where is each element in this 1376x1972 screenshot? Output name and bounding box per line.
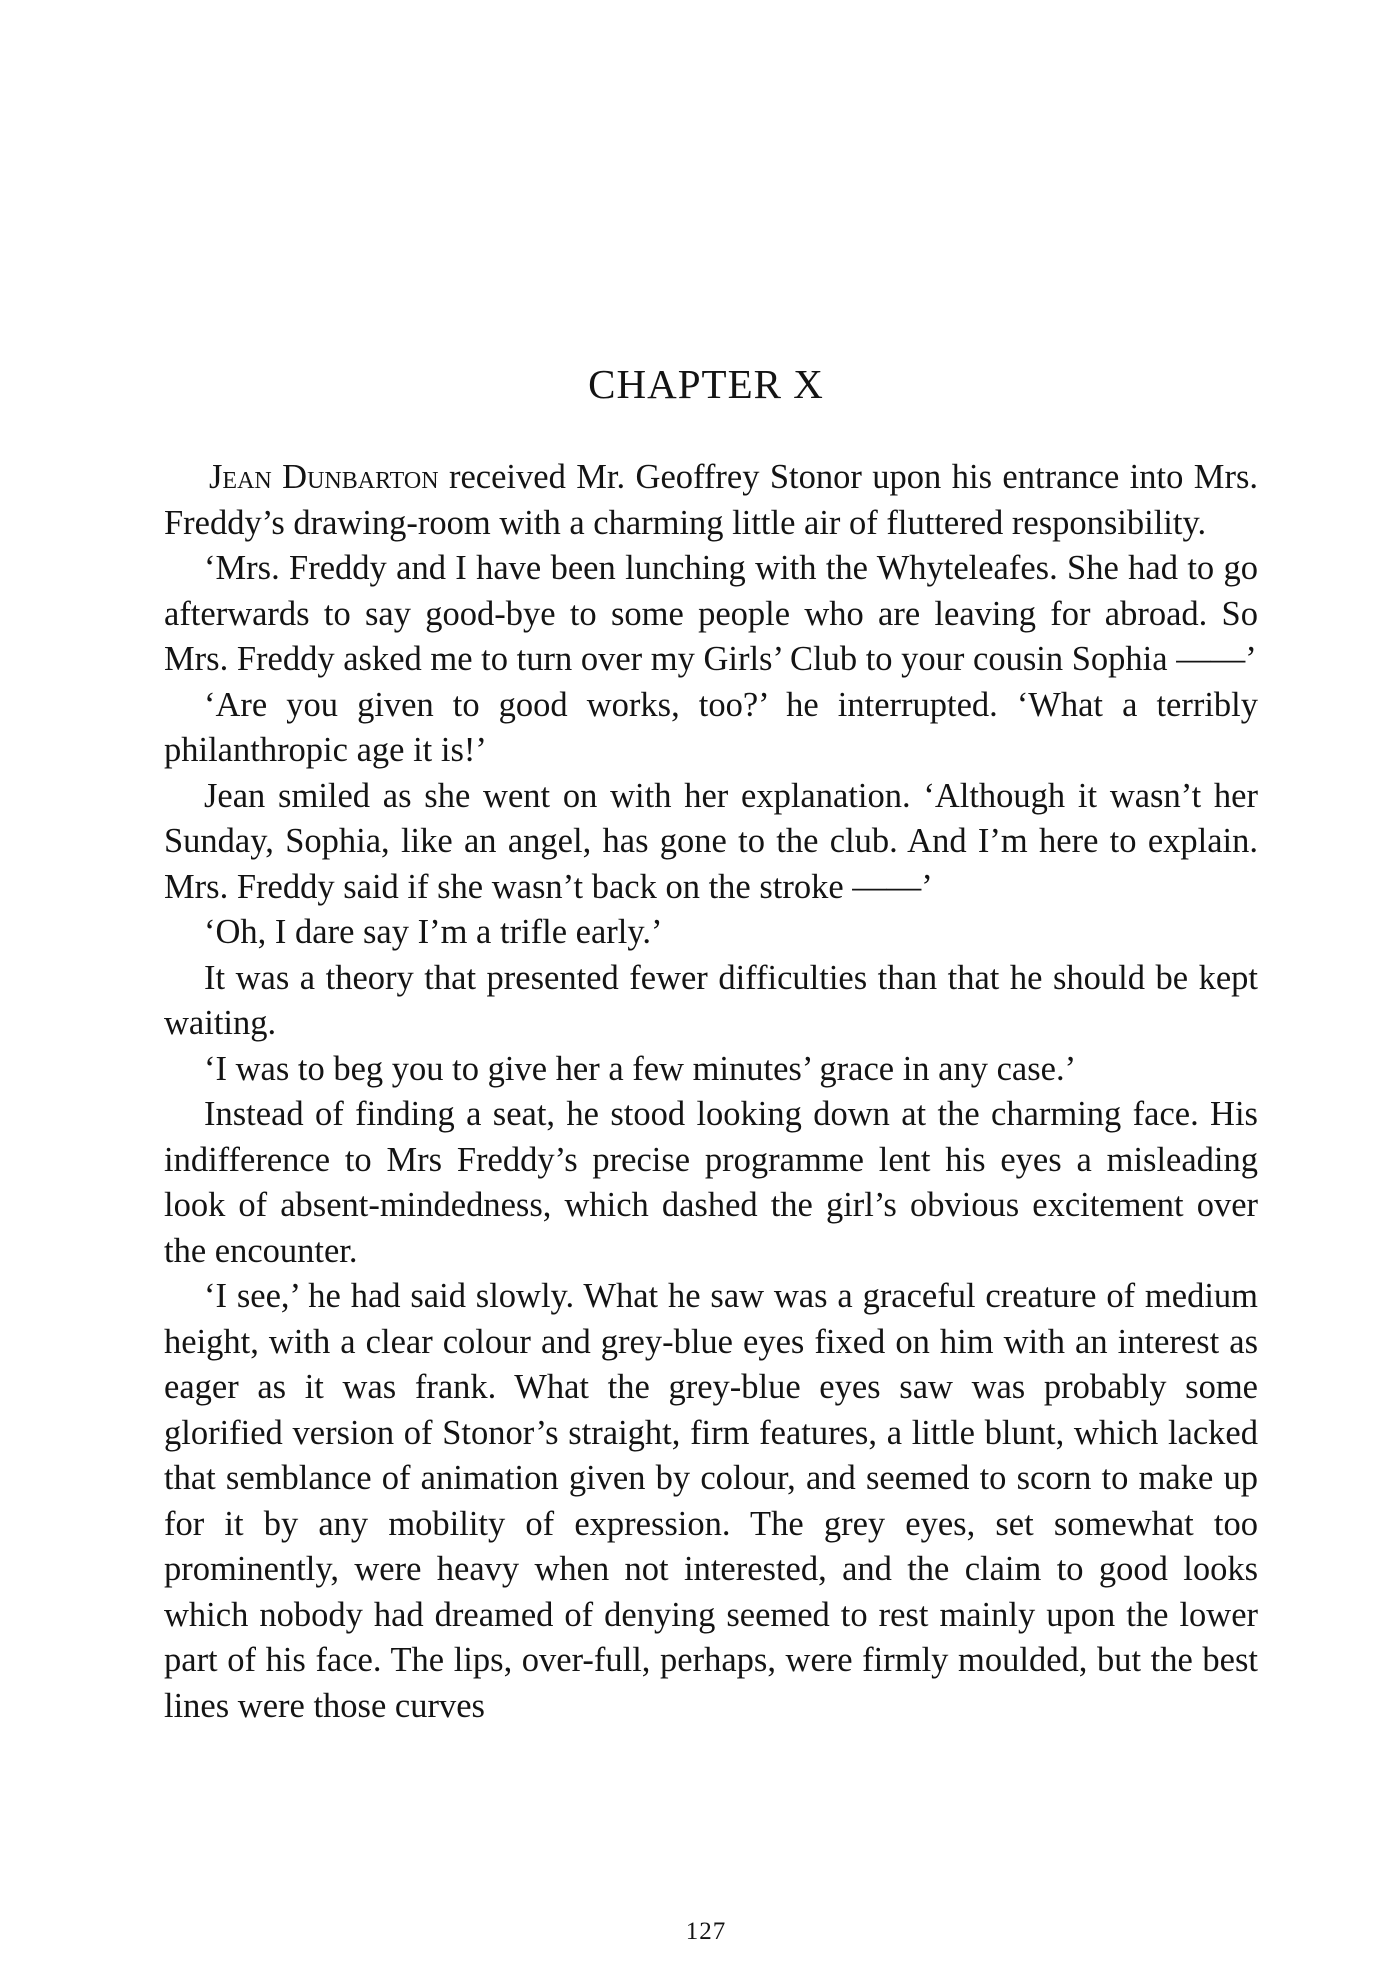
paragraph: Instead of finding a seat, he stood looking down at the charming face. His indifference to Mrs Freddy’s precise programme lent his eyes a misleading look of absent-mindedness, which dashed the girl’s obvious excitement over the encounter.	[164, 1095, 1258, 1270]
paragraph: ‘Mrs. Freddy and I have been lunching with the Whyteleafes. She had to go afterwards to say good-bye to some people who are leaving for abroad. So Mrs. Freddy asked me to turn over my Girls’ Club to your cousin Sophia ——’	[164, 549, 1258, 678]
opening-name: Jean Dunbarton	[209, 458, 439, 496]
chapter-body	[164, 455, 1258, 1729]
opening-paragraph	[164, 455, 1258, 546]
opening-text: received Mr. Geoffrey Stonor upon his entrance into Mrs. Freddy’s drawing-room with a charming little air of fluttered responsibility.	[164, 458, 1258, 542]
chapter-heading: CHAPTER X	[588, 361, 824, 407]
page-number: 127	[685, 1918, 727, 1945]
paragraph: ‘Are you given to good works, too?’ he interrupted. ‘What a terribly philanthropic age it is!’	[164, 685, 1258, 769]
paragraph: Jean smiled as she went on with her explanation. ‘Although it wasn’t her Sunday, Sophia, like an angel, has gone to the club. And I’m here to explain. Mrs. Freddy said if she wasn’t back on the stroke ——’	[164, 776, 1258, 906]
paragraph: ‘I was to beg you to give her a few minutes’ grace in any case.’	[204, 1049, 1077, 1088]
paragraph: It was a theory that presented fewer difficulties than that he should be kept waiting.	[164, 958, 1258, 1042]
paragraph: ‘I see,’ he had said slowly. What he saw was a graceful creature of medium height, with a clear colour and grey-blue eyes fixed on him with an interest as eager as it was frank. What the grey-blue eyes saw was probably some glorified version of Stonor’s straight, firm features, a little blunt, which lacked that semblance of animation given by colour, and seemed to scorn to make up for it by any mobility of expression. The grey eyes, set somewhat too prominently, were heavy when not interested, and the claim to good looks which nobody had dreamed of denying seemed to rest mainly upon the lower part of his face. The lips, over-full, perhaps, were firmly moulded, but the best lines were those curves	[164, 1277, 1258, 1725]
paragraph: ‘Oh, I dare say I’m a trifle early.’	[204, 913, 663, 951]
